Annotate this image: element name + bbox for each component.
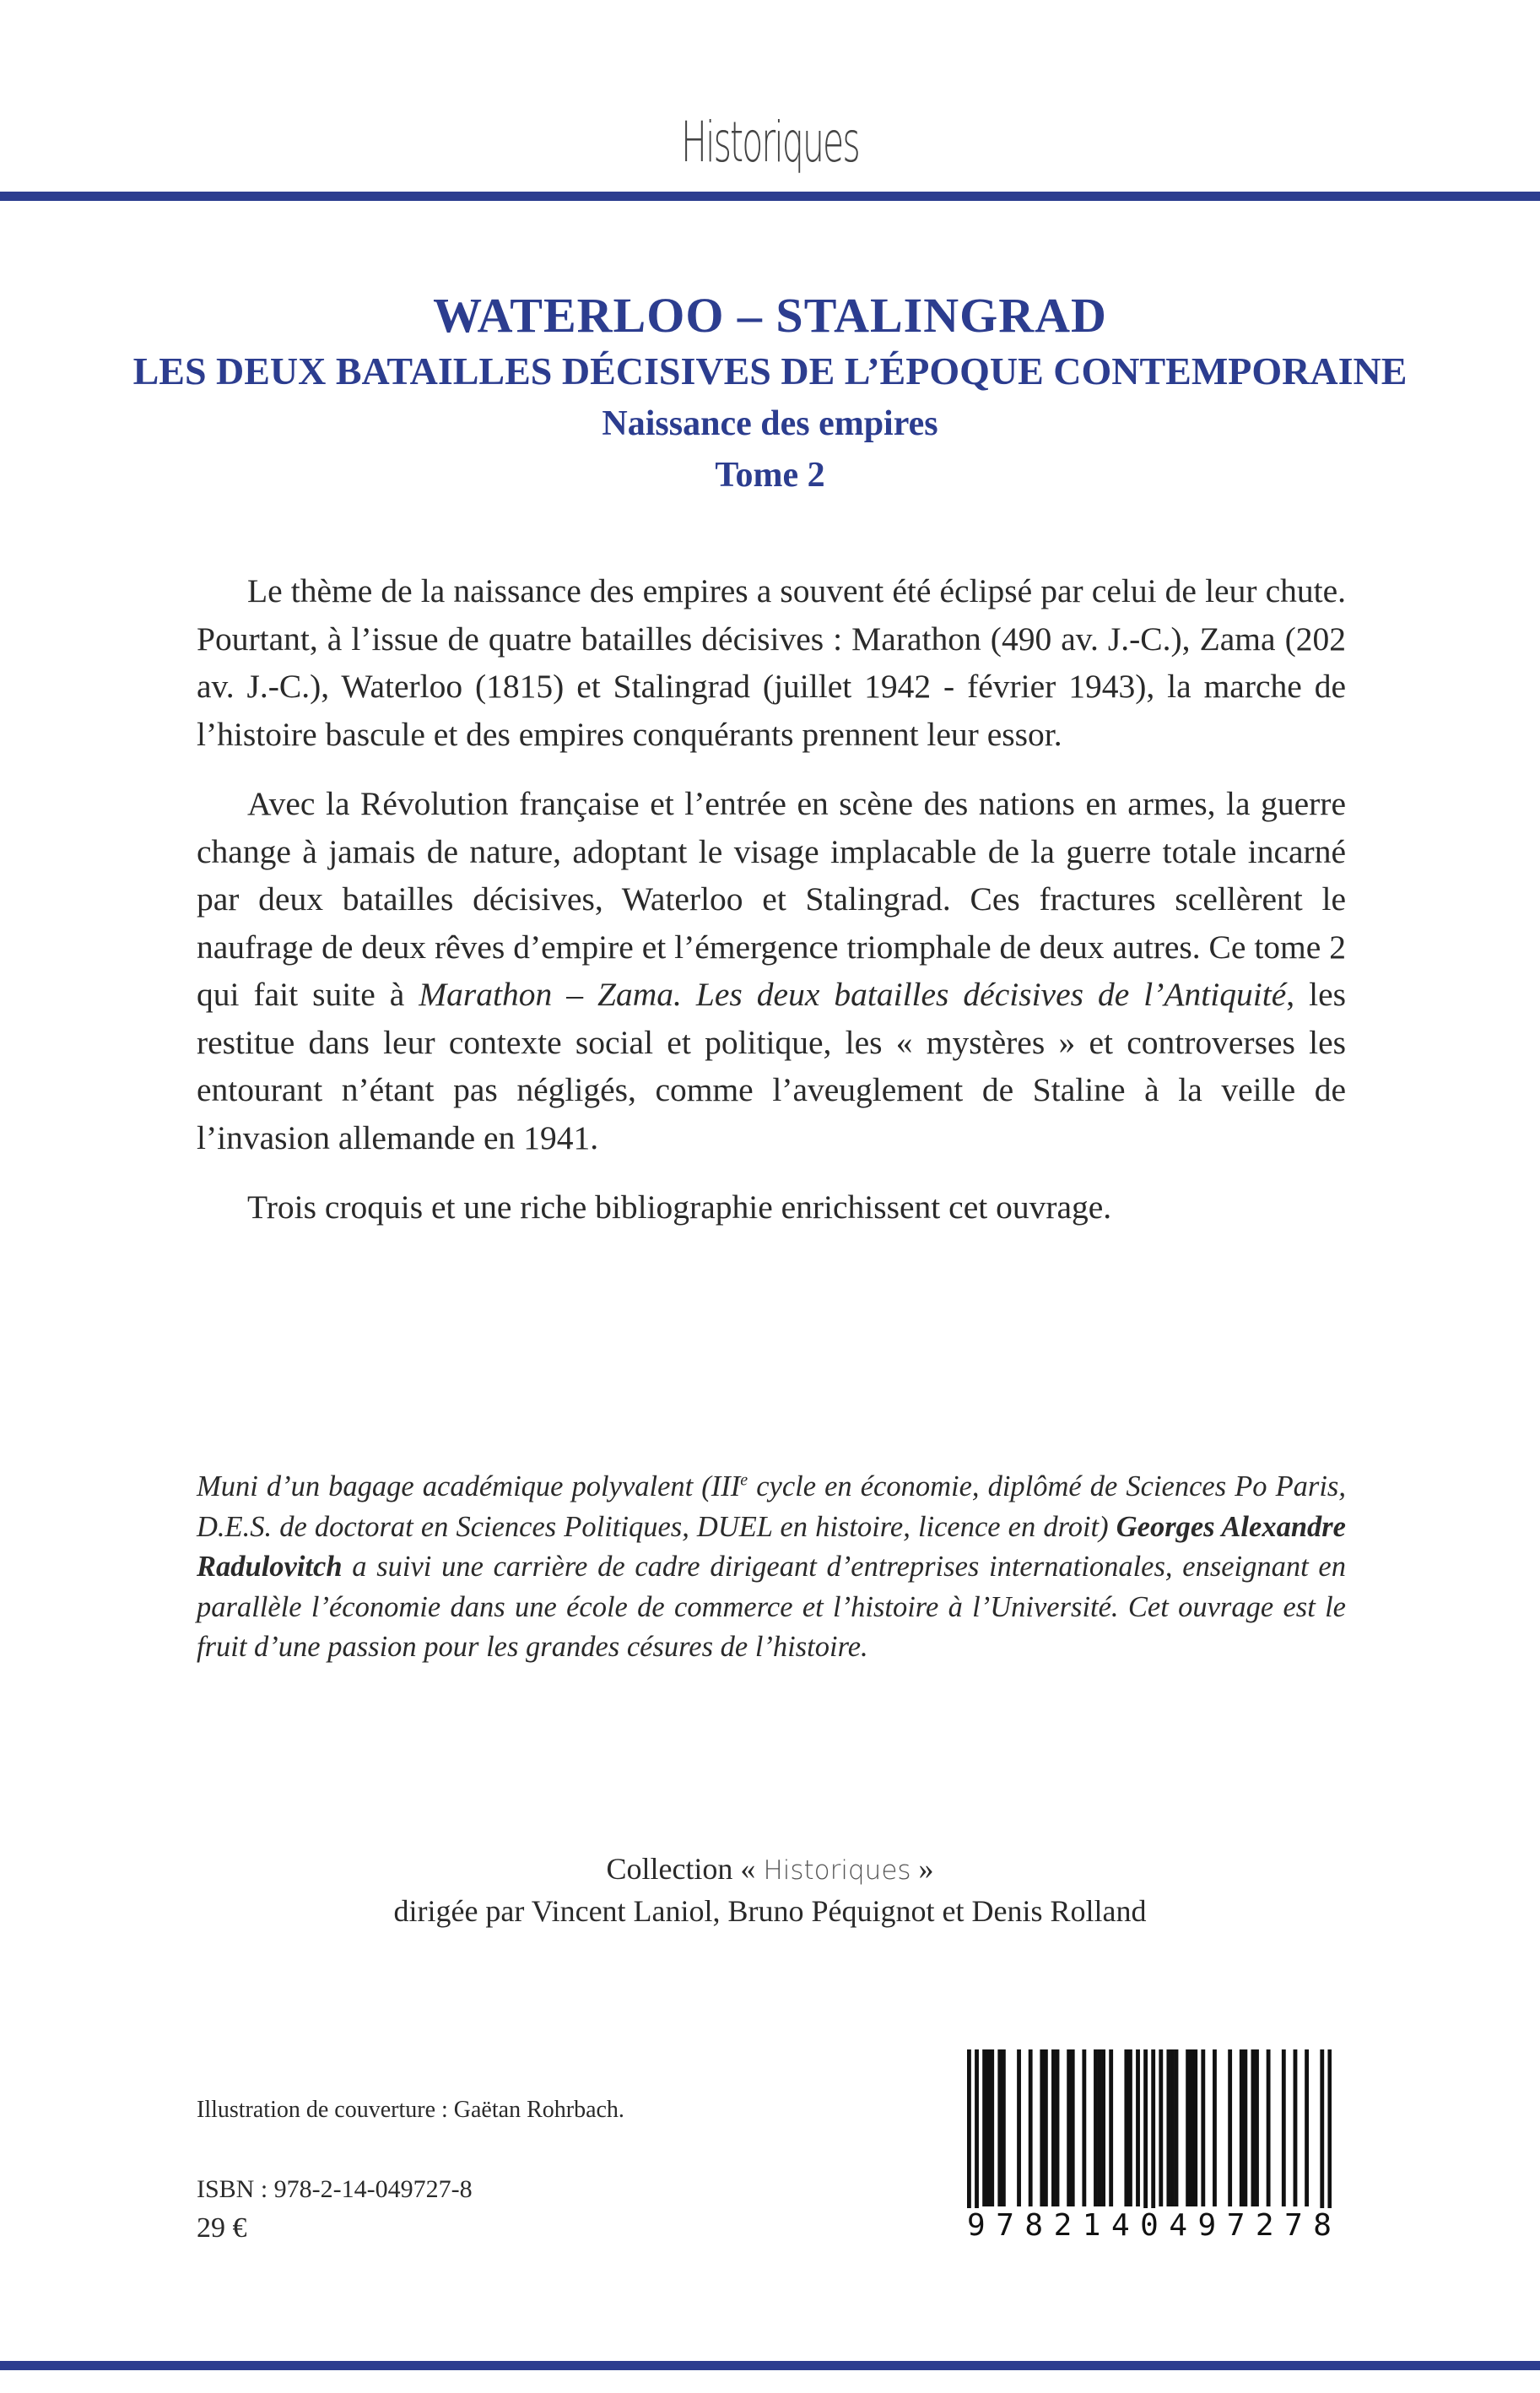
barcode-bar — [1190, 2049, 1194, 2206]
barcode-bar — [1071, 2049, 1075, 2206]
barcode-bar — [1017, 2049, 1021, 2206]
barcode-digit: 7 — [1284, 2208, 1303, 2243]
barcode-digit: 0 — [1140, 2208, 1159, 2243]
barcode-digit: 7 — [1226, 2208, 1246, 2243]
barcode-digit: 9 — [1197, 2208, 1217, 2243]
barcode-bar — [986, 2049, 991, 2206]
barcode-bar — [1151, 2049, 1155, 2208]
barcode-bar — [1029, 2049, 1033, 2206]
summary-paragraph-1: Le thème de la naissance des empires a souvent été éclipsé par celui de leur chute. Pourtant, à l’issue de quatre batailles décisives : Marathon (490 av. J.-C.), Zama (202 av. J.-C.), Waterloo (1815) et Stalingrad (juillet 1942 - février 1943), la marche de l’histoire bascule et des empires conquérants prennent leur essor. — [197, 572, 1346, 753]
barcode-bar — [1170, 2049, 1175, 2206]
book-subtitle: LES DEUX BATAILLES DÉCISIVES DE L’ÉPOQUE CONTEMPORAINE — [132, 349, 1408, 393]
barcode-bar — [1101, 2049, 1105, 2206]
barcode-bar — [1243, 2049, 1247, 2206]
summary-text — [197, 567, 1346, 1253]
bottom-rule — [0, 2361, 1540, 2370]
barcode — [967, 2049, 1332, 2259]
collection-brand: Historiques — [763, 1855, 911, 1886]
barcode-digit: 8 — [1024, 2208, 1044, 2243]
barcode-digit: 2 — [1255, 2208, 1274, 2243]
barcode-bar — [1282, 2049, 1286, 2206]
barcode-bar — [1201, 2049, 1205, 2206]
barcode-digit: 4 — [1110, 2208, 1130, 2243]
barcode-bar — [1240, 2049, 1244, 2206]
barcode-bar — [1213, 2049, 1217, 2206]
barcode-digit: 9 — [967, 2208, 986, 2243]
collection-prefix: Collection « — [606, 1852, 756, 1886]
barcode-digit: 8 — [1313, 2208, 1332, 2243]
summary-text-segment: , les restitue dans leur contexte social et politique, les « mystères » et controverses les entourant n’étant pas négligés, comme l’aveuglement de Staline à la veille de l’invasion allemande en 1941. — [197, 976, 1346, 1156]
bio-text-segment: a suivi une carrière de cadre dirigeant d’entreprises internationales, enseignant en parallèle l’économie dans une école de commerce et l’histoire à l’Université. Cet ouvrage est le fruit d’une passion pour les grandes césures de l’histoire. — [197, 1551, 1346, 1663]
barcode-bar — [1094, 2049, 1098, 2206]
barcode-bars — [967, 2049, 1332, 2208]
collection-logo: Historiques — [681, 110, 859, 175]
collection-line — [0, 1849, 1540, 1891]
bio-text-segment: Muni d’un bagage académique polyvalent (III — [197, 1470, 741, 1502]
barcode-bar — [1067, 2049, 1071, 2206]
barcode-digit: 4 — [1169, 2208, 1187, 2243]
barcode-bar — [1051, 2049, 1056, 2206]
barcode-digit: 1 — [1082, 2208, 1101, 2243]
barcode-bar — [1098, 2049, 1102, 2206]
barcode-bar — [1228, 2049, 1232, 2206]
barcode-bar — [1056, 2049, 1060, 2206]
barcode-bar — [1327, 2049, 1332, 2208]
title-block — [51, 287, 1489, 500]
barcode-bar — [1251, 2049, 1256, 2206]
barcode-digits — [967, 2208, 1332, 2243]
barcode-bar — [1128, 2049, 1132, 2206]
barcode-bar — [1136, 2049, 1140, 2206]
barcode-bar — [1040, 2049, 1044, 2206]
barcode-bar — [1044, 2049, 1048, 2206]
barcode-bar — [1175, 2049, 1179, 2206]
series-name: Naissance des empires — [602, 404, 938, 443]
price: 29 € — [197, 2212, 247, 2244]
barcode-bar — [1166, 2049, 1170, 2206]
summary-text-segment: Avec la Révolution française et l’entrée en scène des nations en armes, la guerre change à jamais de nature, adoptant le visage implacable de la guerre totale incarné par deux batailles décisives, Waterloo et Stalingrad. Ces fractures scellèrent le naufrage de deux rêves d’empire et l’émergence triomphale de deux autres. Ce tome 2 qui fait suite à — [197, 785, 1346, 1013]
barcode-bar — [1109, 2049, 1113, 2206]
collection-credit — [0, 1849, 1540, 1931]
illustration-credit: Illustration de couverture : Gaëtan Rohrbach. — [197, 2097, 624, 2123]
barcode-bar — [1294, 2049, 1298, 2206]
barcode-bar — [1143, 2049, 1148, 2208]
barcode-bar — [1193, 2049, 1197, 2206]
barcode-digit: 2 — [1053, 2208, 1073, 2243]
barcode-bar — [990, 2049, 994, 2206]
bio-text-segment: cycle en économie, diplômé de Sciences Po Paris, D.E.S. de doctorat en Sciences Politiques, DUEL en histoire, licence en droit) — [197, 1470, 1346, 1543]
barcode-bar — [1267, 2049, 1271, 2206]
barcode-bar — [1320, 2049, 1324, 2208]
summary-paragraph-3: Trois croquis et une riche bibliographie enrichissent cet ouvrage. — [247, 1188, 1112, 1226]
top-rule — [0, 192, 1540, 201]
bio-superscript: e — [740, 1470, 748, 1490]
barcode-digit: 7 — [996, 2208, 1014, 2243]
barcode-bar — [1082, 2049, 1086, 2206]
barcode-bar — [1255, 2049, 1259, 2206]
volume-label: Tome 2 — [715, 456, 825, 495]
isbn: ISBN : 978-2-14-049727-8 — [197, 2175, 473, 2203]
referenced-book-title: Marathon – Zama. Les deux batailles décisives de l’Antiquité — [419, 976, 1287, 1013]
barcode-bar — [1002, 2049, 1006, 2206]
barcode-bar — [997, 2049, 1002, 2206]
barcode-bar — [1124, 2049, 1128, 2206]
summary-paragraph-2 — [197, 780, 1346, 1161]
author-bio — [197, 1467, 1346, 1668]
barcode-bar — [1186, 2049, 1190, 2206]
barcode-bar — [1159, 2049, 1163, 2206]
collection-directors: dirigée par Vincent Laniol, Bruno Péquignot et Denis Rolland — [393, 1894, 1147, 1928]
collection-suffix: » — [918, 1852, 934, 1886]
author-name: Georges Alexandre Radulovitch — [197, 1510, 1346, 1583]
barcode-bar — [1305, 2049, 1309, 2206]
barcode-bar — [975, 2049, 979, 2208]
barcode-bar — [967, 2049, 971, 2208]
book-title: WATERLOO – STALINGRAD — [433, 288, 1107, 343]
barcode-bar — [982, 2049, 986, 2206]
